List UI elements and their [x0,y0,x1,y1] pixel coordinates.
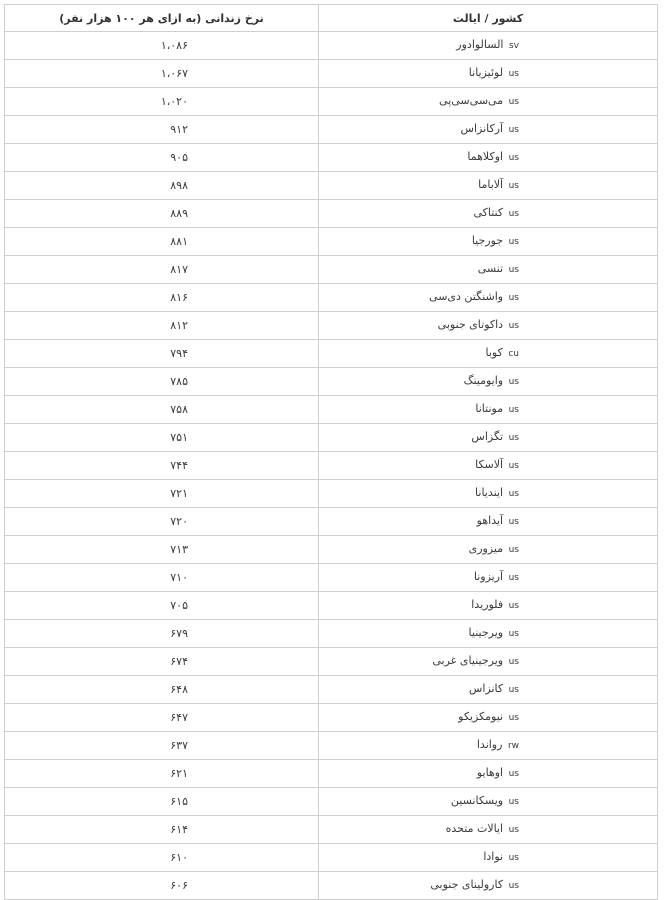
state-name: آریزونا [473,570,504,583]
country-code: us [508,657,519,667]
table-row [5,732,658,760]
incarceration-table-container [4,4,658,900]
table-row [5,60,658,88]
country-code: us [508,153,519,163]
cell-rate: ۱،۰۸۶ [5,32,319,60]
state-name: می‌سی‌سی‌پی [439,94,504,107]
state-name: آرکانزاس [460,122,504,135]
cell-state [319,340,658,368]
table-row [5,452,658,480]
cell-rate: ۷۵۱ [5,424,319,452]
state-name: آلاباما [478,178,504,191]
state-name: کانزاس [468,682,504,695]
state-name: کوبا [485,346,503,359]
table-row [5,480,658,508]
table-row [5,816,658,844]
state-name: رواندا [476,738,503,751]
cell-state [319,228,658,256]
state-name: جورجیا [471,234,504,247]
table-row [5,564,658,592]
country-code: us [508,685,519,695]
state-name: واشنگتن دی‌سی [429,290,504,303]
table-row [5,508,658,536]
country-code: us [508,181,519,191]
state-name: ویرجینیای غربی [432,654,504,667]
country-code: us [508,573,519,583]
table-row [5,200,658,228]
cell-rate: ۸۸۱ [5,228,319,256]
table-row [5,396,658,424]
state-name: کارولینای جنوبی [430,878,504,891]
table-row [5,592,658,620]
table-row [5,144,658,172]
cell-state [319,816,658,844]
country-code: us [508,769,519,779]
state-name: داکوتای جنوبی [437,318,504,331]
country-code: us [508,461,519,471]
state-name: نوادا [483,850,504,863]
cell-rate: ۷۱۳ [5,536,319,564]
table-row [5,368,658,396]
cell-rate: ۱،۰۶۷ [5,60,319,88]
cell-state [319,424,658,452]
country-code: us [508,69,519,79]
cell-state [319,508,658,536]
country-code: us [508,545,519,555]
cell-rate: ۶۷۴ [5,648,319,676]
cell-state [319,60,658,88]
country-code: cu [508,349,519,359]
cell-rate: ۸۸۹ [5,200,319,228]
country-code: us [508,237,519,247]
state-name: ویسکانسین [450,794,504,807]
cell-state [319,564,658,592]
state-name: اوهایو [476,766,504,779]
table-row [5,536,658,564]
table-row [5,228,658,256]
cell-state [319,704,658,732]
cell-rate: ۸۱۷ [5,256,319,284]
cell-state [319,872,658,900]
cell-rate: ۸۹۸ [5,172,319,200]
state-name: السالوادور [456,38,504,51]
cell-rate: ۷۹۴ [5,340,319,368]
country-code: us [508,293,519,303]
table-row [5,312,658,340]
cell-rate: ۶۱۰ [5,844,319,872]
table-row [5,88,658,116]
cell-state [319,144,658,172]
cell-rate: ۶۴۷ [5,704,319,732]
state-name: آیداهو [476,514,504,527]
cell-state [319,788,658,816]
state-name: تنسی [477,262,504,275]
table-row [5,256,658,284]
country-code: us [508,601,519,611]
country-code: us [508,321,519,331]
cell-state [319,312,658,340]
cell-state [319,32,658,60]
cell-state [319,284,658,312]
cell-state [319,620,658,648]
cell-rate: ۸۱۶ [5,284,319,312]
cell-state [319,172,658,200]
cell-state [319,116,658,144]
country-code: us [508,209,519,219]
state-name: ایندیانا [475,486,504,499]
incarceration-rate-table [4,4,658,900]
table-row [5,704,658,732]
table-row [5,172,658,200]
cell-rate: ۱،۰۲۰ [5,88,319,116]
cell-state [319,676,658,704]
country-code: us [508,377,519,387]
state-name: نیومکزیکو [458,710,504,723]
cell-rate: ۸۱۲ [5,312,319,340]
cell-rate: ۷۵۸ [5,396,319,424]
cell-state [319,396,658,424]
state-name: مونتانا [475,402,504,415]
table-row [5,116,658,144]
cell-rate: ۶۰۶ [5,872,319,900]
country-code: us [508,489,519,499]
cell-rate: ۶۴۸ [5,676,319,704]
header-rate: نرخ زندانی (به ازای هر ۱۰۰ هزار نفر) [5,5,319,32]
cell-rate: ۶۷۹ [5,620,319,648]
cell-rate: ۶۱۴ [5,816,319,844]
country-code: us [508,629,519,639]
cell-rate: ۶۱۵ [5,788,319,816]
state-name: آلاسکا [475,458,504,471]
cell-state [319,200,658,228]
country-code: sv [508,41,519,51]
cell-state [319,88,658,116]
cell-state [319,452,658,480]
cell-rate: ۹۰۵ [5,144,319,172]
state-name: میزوری [468,542,504,555]
country-code: us [508,97,519,107]
state-name: لوئیزیانا [468,66,504,79]
country-code: rw [507,741,519,751]
country-code: us [508,125,519,135]
table-row [5,760,658,788]
country-code: us [508,405,519,415]
table-row [5,788,658,816]
country-code: us [508,853,519,863]
state-name: ایالات متحده [445,822,504,835]
cell-state [319,256,658,284]
cell-state [319,536,658,564]
state-name: تگزاس [471,430,504,443]
cell-state [319,480,658,508]
cell-rate: ۷۲۰ [5,508,319,536]
cell-state [319,368,658,396]
table-body [5,32,658,900]
table-row [5,844,658,872]
cell-rate: ۷۲۱ [5,480,319,508]
cell-state [319,648,658,676]
state-name: فلوریدا [471,598,504,611]
country-code: us [508,713,519,723]
cell-state [319,732,658,760]
cell-state [319,592,658,620]
table-row [5,284,658,312]
country-code: us [508,825,519,835]
country-code: us [508,433,519,443]
table-row [5,620,658,648]
cell-rate: ۷۴۴ [5,452,319,480]
country-code: us [508,797,519,807]
cell-rate: ۷۸۵ [5,368,319,396]
table-header-row [5,5,658,32]
cell-rate: ۷۱۰ [5,564,319,592]
header-state: کشور / ایالت [319,5,658,32]
table-row [5,340,658,368]
state-name: ویرجینیا [468,626,504,639]
country-code: us [508,265,519,275]
cell-rate: ۷۰۵ [5,592,319,620]
country-code: us [508,517,519,527]
country-code: us [508,881,519,891]
table-row [5,32,658,60]
state-name: اوکلاهما [467,150,504,163]
cell-rate: ۶۲۱ [5,760,319,788]
cell-rate: ۶۳۷ [5,732,319,760]
table-row [5,872,658,900]
cell-state [319,760,658,788]
cell-rate: ۹۱۲ [5,116,319,144]
table-row [5,424,658,452]
table-row [5,676,658,704]
state-name: وایومینگ [463,374,504,387]
table-row [5,648,658,676]
state-name: کنتاکی [473,206,504,219]
cell-state [319,844,658,872]
